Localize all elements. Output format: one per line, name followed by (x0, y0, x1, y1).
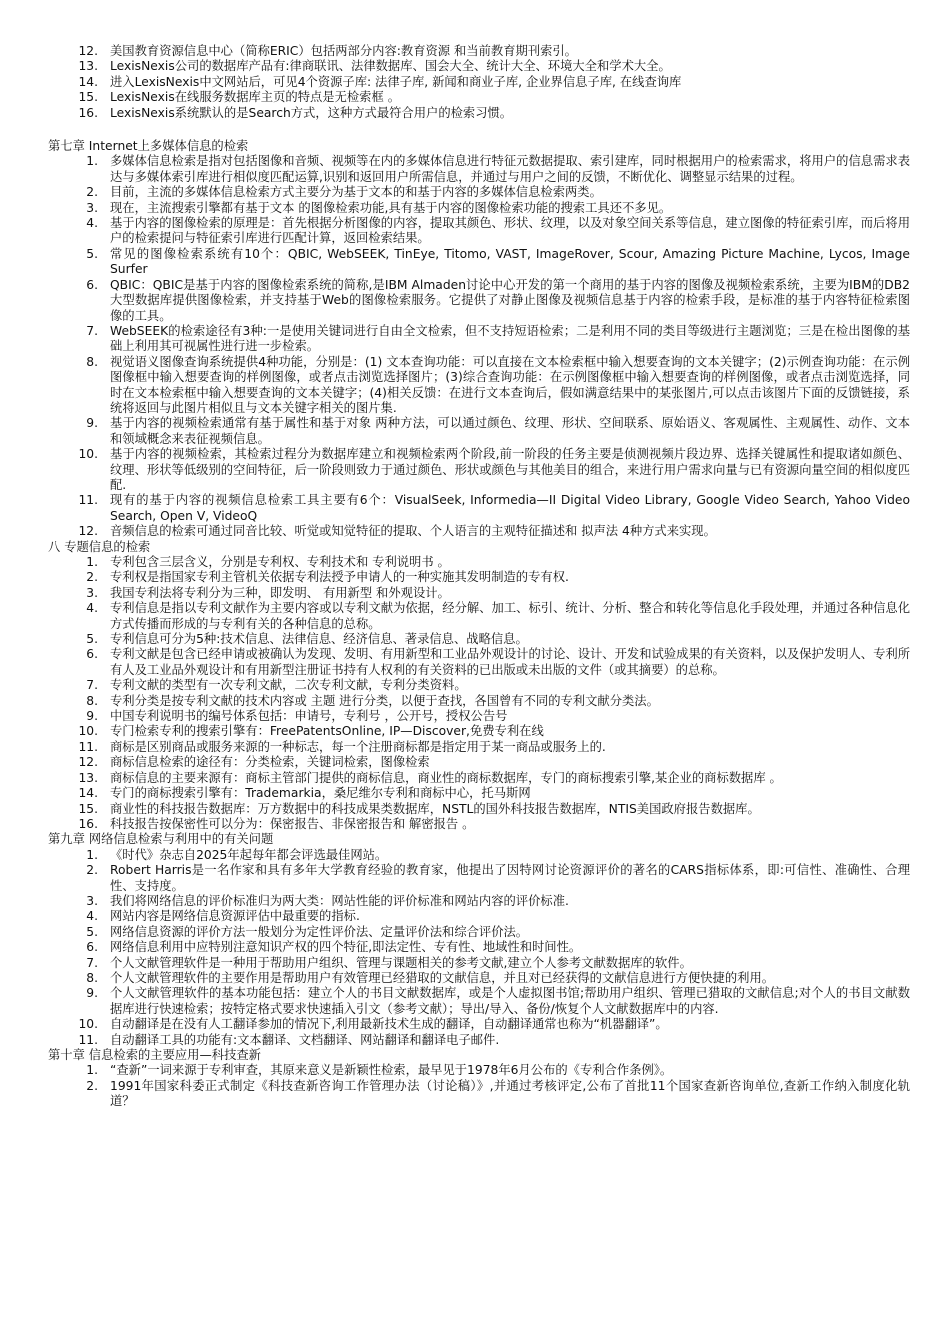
item-number: 16. (78, 816, 98, 831)
item-number: 8. (86, 693, 98, 708)
list-item (48, 909, 910, 924)
section-chapter-8 (48, 540, 910, 833)
list-item (48, 570, 910, 585)
list-item (48, 740, 910, 755)
list-item (48, 324, 910, 355)
item-number: 3. (86, 893, 98, 908)
item-number: 9. (86, 986, 98, 1001)
item-text: 个人文献管理软件是一种用于帮助用户组织、管理与课题相关的参考文献,建立个人参考文献数据库的软件。 (110, 955, 692, 970)
list-item (48, 586, 910, 601)
item-number: 11. (78, 1032, 98, 1047)
item-number: 8. (86, 354, 98, 369)
item-text: 商标是区别商品或服务来源的一种标志，每一个注册商标都是指定用于某一商品或服务上的. (110, 739, 606, 754)
item-number: 1. (86, 847, 98, 862)
item-number: 10. (78, 724, 98, 739)
list-item (48, 786, 910, 801)
item-text: 现有的基于内容的视频信息检索工具主要有6个：VisualSeek, Informedia—II Digital Video Library, Google Video Search, Yahoo Video Search, Open V, VideoQ (110, 493, 910, 523)
item-number: 5. (86, 632, 98, 647)
chapter-heading: 第九章 网络信息检索与利用中的有关问题 (48, 832, 274, 847)
list-item (48, 355, 910, 417)
item-text: LexisNexis系统默认的是Search方式，这种方式最符合用户的检索习惯。 (110, 105, 513, 120)
item-text: 专利信息是指以专利文献作为主要内容或以专利文献为依据，经分解、加工、标引、统计、分析、整合和转化等信息化手段处理，并通过各种信息化方式传播而形成的与专利有关的各种信息的总称。 (110, 601, 910, 631)
item-text: 个人文献管理软件的基本功能包括：建立个人的书目文献数据库，或是个人虚拟图书馆;帮助用户组织、管理已猎取的文献信息;对个人的书目文献数据库进行快速检索；按特定格式要求快速插入引文（参考文献）；导出/导入、备份/恢复个人文献数据库中的内容. (110, 986, 910, 1016)
item-text: 科技报告按保密性可以分为：保密报告、非保密报告和 解密报告 。 (110, 816, 475, 831)
list-item (48, 724, 910, 739)
item-number: 7. (86, 955, 98, 970)
list-item (48, 894, 910, 909)
list-item (48, 817, 910, 832)
list-item (48, 90, 910, 105)
item-number: 12. (78, 44, 98, 58)
item-text: 商业性的科技报告数据库：万方数据中的科技成果类数据库，NSTL的国外科技报告数据库，NTIS美国政府报告数据库。 (110, 801, 760, 816)
item-text: 专利权是指国家专利主管机关依据专利法授予申请人的一种实施其发明制造的专有权. (110, 570, 569, 585)
item-number: 6. (86, 277, 98, 292)
list-item (48, 216, 910, 247)
list-item (48, 678, 910, 693)
item-number: 1. (86, 1063, 98, 1078)
list-item (48, 1079, 910, 1110)
item-text: 基于内容的视频检索通常有基于属性和基于对象 两种方法，可以通过颜色、纹理、形状、空间联系、原始语义、客观属性、主观属性、动作、文本和领域概念来表征视频信息。 (110, 416, 910, 446)
item-number: 2. (86, 570, 98, 585)
item-number: 9. (86, 709, 98, 724)
list-item (48, 647, 910, 678)
item-text: Robert Harris是一名作家和具有多年大学教育经验的教育家，他提出了因特网讨论资源评价的著名的CARS指标体系，即:可信性、准确性、合理性、支持度。 (110, 863, 910, 893)
list-item (48, 154, 910, 185)
item-number: 11. (78, 493, 98, 508)
item-text: 专利文献是包含已经申请或被确认为发现、发明、有用新型和工业品外观设计的讨论、设计、开发和试验成果的有关资料，以及保护发明人、专利所有人及工业品外观设计和有用新型注册证书持有人权利的有关资料的已出版或未出版的文件（或其摘要）的总称。 (110, 647, 910, 677)
list-item (48, 524, 910, 539)
chapter-heading: 第七章 Internet上多媒体信息的检索 (48, 139, 249, 154)
item-text: 《时代》杂志自2025年起每年都会评选最佳网站。 (110, 847, 388, 862)
list-item (48, 771, 910, 786)
item-number: 10. (78, 447, 98, 462)
item-text: 网站内容是网络信息资源评估中最重要的指标. (110, 909, 360, 924)
item-text: 音频信息的检索可通过同音比较、听觉或知觉特征的提取、个人语言的主观特征描述和 拟声法 4种方式来实现。 (110, 524, 716, 539)
list-item (48, 694, 910, 709)
list-item (48, 1017, 910, 1032)
item-text: 商标信息的主要来源有：商标主管部门提供的商标信息，商业性的商标数据库，专门的商标搜索引擎,某企业的商标数据库 。 (110, 770, 782, 785)
item-text: 视觉语义图像查询系统提供4种功能，分别是：(1) 文本查询功能：可以直接在文本检索框中输入想要查询的文本关键字；(2)示例查询功能：在示例图像框中输入想要查询的样例图像，或者点击浏览选择图片；(3)综合查询功能：在示例图像框中输入想要查询的样例图像，或者点击浏览选择，同时在文本检索框中输入想要查询的文本关键字；(4)相关反馈：在进行文本查询后，假如满意结果中的某张图片,可以点击该图片下面的反馈链接，系统将返回与此图片相似且与文本关键字相关的图片集. (110, 354, 910, 415)
item-number: 11. (78, 739, 98, 754)
list-item (48, 971, 910, 986)
section-chapter-7 (48, 139, 910, 540)
item-number: 5. (86, 924, 98, 939)
item-number: 3. (86, 585, 98, 600)
item-text: 专利信息可分为5种:技术信息、法律信息、经济信息、著录信息、战略信息。 (110, 632, 528, 647)
item-number: 3. (86, 200, 98, 215)
list-item (48, 106, 910, 121)
item-text: 商标信息检索的途径有：分类检索，关键词检索，图像检索 (110, 755, 430, 770)
item-number: 1. (86, 154, 98, 169)
list-item (48, 185, 910, 200)
list-item (48, 925, 910, 940)
list-item (48, 956, 910, 971)
item-text: 美国教育资源信息中心（简称ERIC）包括两部分内容:教育资源 和当前教育期刊索引。 (110, 44, 577, 58)
list-item (48, 755, 910, 770)
item-text: 专利包含三层含义，分别是专利权、专利技术和 专利说明书 。 (110, 555, 450, 569)
item-text: LexisNexis在线服务数据库主页的特点是无检索框 。 (110, 90, 400, 105)
item-number: 8. (86, 970, 98, 985)
list-item (48, 632, 910, 647)
item-number: 7. (86, 678, 98, 693)
list-item (48, 709, 910, 724)
list-item (48, 59, 910, 74)
list-item (48, 447, 910, 493)
item-number: 12. (78, 755, 98, 770)
item-text: 我国专利法将专利分为三种，即发明、 有用新型 和外观设计。 (110, 585, 450, 600)
list-item (48, 1063, 910, 1078)
item-number: 6. (86, 940, 98, 955)
list-item (48, 863, 910, 894)
item-text: 目前，主流的多媒体信息检索方式主要分为基于文本的和基于内容的多媒体信息检索两类。 (110, 185, 602, 200)
item-number: 14. (78, 786, 98, 801)
item-text: 自动翻译工具的功能有:文本翻译、文档翻译、网站翻译和翻译电子邮件. (110, 1032, 500, 1047)
item-number: 9. (86, 416, 98, 431)
list-item (48, 75, 910, 90)
list-item (48, 601, 910, 632)
item-text: 个人文献管理软件的主要作用是帮助用户有效管理已经猎取的文献信息，并且对已经获得的文献信息进行方便快捷的利用。 (110, 970, 775, 985)
item-number: 2. (86, 185, 98, 200)
item-number: 13. (78, 59, 98, 74)
item-text: 专门检索专利的搜索引擎有：FreePatentsOnline, IP—Discover,免费专利在线 (110, 724, 544, 739)
item-text: 网络信息资源的评价方法一般划分为定性评价法、定量评价法和综合评价法。 (110, 924, 529, 939)
item-number: 4. (86, 909, 98, 924)
item-text: 中国专利说明书的编号体系包括：申请号，专利号 ，公开号，授权公告号 (110, 709, 508, 724)
list-item (48, 940, 910, 955)
item-text: 常见的图像检索系统有10个：QBIC, WebSEEK, TinEye, Titomo, VAST, ImageRover, Scour, Amazing Picture Machine, Lycos, Image Surfer (110, 246, 910, 277)
list-item (48, 247, 910, 278)
item-number: 14. (78, 74, 98, 89)
item-number: 15. (78, 90, 98, 105)
item-text: LexisNexis公司的数据库产品有:律商联讯、法律数据库、国会大全、统计大全、环境大全和学术大全。 (110, 59, 671, 74)
item-number: 16. (78, 105, 98, 120)
chapter-heading: 八 专题信息的检索 (48, 539, 151, 554)
item-text: 专利分类是按专利文献的技术内容或 主题 进行分类，以便于查找，各国曾有不同的专利文献分类法。 (110, 693, 659, 708)
item-text: QBIC：QBIC是基于内容的图像检索系统的简称,是IBM Almaden讨论中心开发的第一个商用的基于内容的图像及视频检索系统，主要为IBM的DB2大型数据库提供图像检索，并支持基于Web的图像检索服务。它提供了对静止图像及视频信息基于内容的检索手段，是标准的基于内容特征检索图像的工具。 (110, 277, 910, 323)
section-chapter-9 (48, 832, 910, 1048)
item-number: 2. (86, 863, 98, 878)
item-number: 2. (86, 1078, 98, 1093)
item-text: 进入LexisNexis中文网站后，可见4个资源子库: 法律子库, 新闻和商业子库, 企业界信息子库, 在线查询库 (110, 74, 682, 89)
item-text: 基于内容的视频检索，其检索过程分为数据库建立和视频检索两个阶段,前一阶段的任务主要是侦测视频片段边界、选择关键属性和提取诸如颜色、纹理、形状等低级别的空间特征，后一阶段则致力于通过颜色、形状或颜色与其他美目的组合，来进行用户需求向量与已有资源向量空间的相似度匹配. (110, 447, 910, 492)
section-lexisnexis-tail (48, 44, 910, 121)
list-item (48, 555, 910, 570)
list-item (48, 848, 910, 863)
item-number: 12. (78, 524, 98, 539)
item-text: 现在，主流搜索引擎都有基于文本 的图像检索功能,具有基于内容的图像检索功能的搜索工具还不多见。 (110, 200, 672, 215)
list-item (48, 493, 910, 524)
item-number: 6. (86, 647, 98, 662)
item-text: 基于内容的图像检索的原理是：首先根据分析图像的内容，提取其颜色、形状、纹理，以及对象空间关系等信息，建立图像的特征索引库，而后将用户的检索提问与特征索引库进行匹配计算，返回检索结果。 (110, 216, 910, 246)
item-number: 13. (78, 770, 98, 785)
list-item (48, 1033, 910, 1048)
list-item (48, 986, 910, 1017)
item-number: 10. (78, 1017, 98, 1032)
list-item (48, 416, 910, 447)
item-text: 我们将网络信息的评价标准归为两大类：网站性能的评价标准和网站内容的评价标准. (110, 893, 569, 908)
item-number: 4. (86, 601, 98, 616)
item-number: 4. (86, 216, 98, 231)
item-number: 1. (86, 555, 98, 569)
item-number: 15. (78, 801, 98, 816)
list-item (48, 201, 910, 216)
item-text: 多媒体信息检索是指对包括图像和音频、视频等在内的多媒体信息进行特征元数据提取、索引建库，同时根据用户的检索需求，将用户的信息需求表达与多媒体索引库进行相似度匹配运算,识别和返回用户所需信息，并通过与用户之间的反馈，不断优化、调整显示结果的过程。 (110, 154, 910, 184)
item-number: 5. (86, 246, 98, 261)
list-item (48, 44, 910, 59)
item-text: 专利文献的类型有一次专利文献，二次专利文献，专利分类资料。 (110, 678, 467, 693)
item-text: “查新”一词来源于专利审查，其原来意义是新颖性检索，最早见于1978年6月公布的《专利合作条例》。 (110, 1063, 673, 1078)
item-text: 自动翻译是在没有人工翻译参加的情况下,利用最新技术生成的翻译，自动翻译通常也称为“机器翻译”。 (110, 1017, 668, 1032)
item-text: WebSEEK的检索途径有3种:一是使用关键词进行自由全文检索，但不支持短语检索；二是利用不同的类目等级进行主题浏览；三是在检出图像的基础上利用其可视属性进行进一步检索。 (110, 323, 910, 354)
section-chapter-10 (48, 1048, 910, 1110)
chapter-heading: 第十章 信息检索的主要应用—科技查新 (48, 1048, 261, 1062)
item-text: 1991年国家科委正式制定《科技查新咨询工作管理办法（讨论稿）》,并通过考核评定,公布了首批11个国家查新咨询单位,查新工作纳入制度化轨道？ (110, 1078, 910, 1109)
item-text: 网络信息利用中应特别注意知识产权的四个特征,即法定性、专有性、地域性和时间性。 (110, 940, 582, 955)
list-item (48, 278, 910, 324)
list-item (48, 802, 910, 817)
item-text: 专门的商标搜索引擎有：Trademarkia，桑尼维尔专利和商标中心，托马斯网 (110, 786, 531, 801)
item-number: 7. (86, 323, 98, 338)
